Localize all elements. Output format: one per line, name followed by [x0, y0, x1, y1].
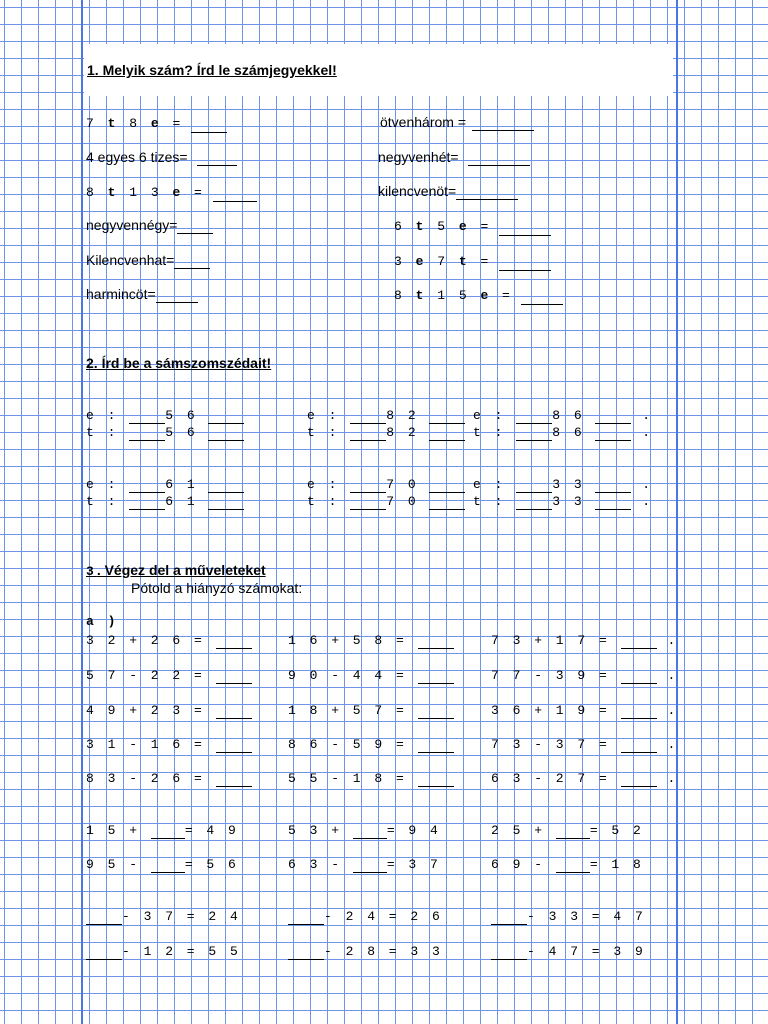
op-0-0: 3 2 + 2 6 =: [86, 633, 252, 649]
s2-r2-b-e: e : 7 0: [307, 477, 465, 493]
s1-left-5-expr: Kilencvenhat=: [86, 252, 175, 268]
mf-0-2: - 3 3 = 4 7: [491, 909, 646, 925]
op-1-2: 7 7 - 3 9 = .: [491, 668, 679, 683]
answer-blank[interactable]: [177, 219, 213, 234]
answer-blank[interactable]: [499, 256, 551, 271]
answer-blank[interactable]: [174, 254, 210, 269]
answer-blank[interactable]: [468, 151, 530, 166]
s1-left-6: [86, 285, 198, 303]
op-3-0: 3 1 - 1 6 =: [86, 737, 252, 753]
s1-left-1-expr: 7 t 8 e =: [86, 116, 184, 131]
answer-blank[interactable]: [197, 151, 237, 166]
mf-0-0: - 3 7 = 2 4: [86, 909, 241, 925]
s1-left-5: [86, 251, 210, 269]
s2-r1-a-t: t : 5 6: [86, 425, 244, 441]
answer-blank[interactable]: [521, 290, 563, 305]
op-1-0: 5 7 - 2 2 =: [86, 668, 252, 684]
section1-title: 1. Melyik szám? Írd le számjegyekkel!: [87, 62, 337, 78]
mm-1-2: 6 9 - = 1 8: [491, 857, 644, 872]
op-4-1: 5 5 - 1 8 =: [288, 771, 454, 787]
s1-left-1: [86, 113, 227, 133]
s1-left-2: [86, 148, 237, 166]
s1-right-3: [378, 182, 518, 200]
s1-right-2-expr: negyvenhét=: [378, 149, 459, 165]
answer-blank[interactable]: [456, 185, 518, 200]
mf-1-1: - 2 8 = 3 3: [288, 944, 443, 960]
section3-part-label: a ): [86, 614, 119, 629]
s2-r1-c-t: t : 8 6 .: [473, 425, 654, 440]
op-4-2: 6 3 - 2 7 = .: [491, 771, 679, 786]
s2-r1-a-e: e : 5 6: [86, 408, 244, 424]
s1-right-3-expr: kilencvenöt=: [378, 183, 457, 199]
section3-subtitle: Pótold a hiányzó számokat:: [131, 580, 303, 596]
op-4-0: 8 3 - 2 6 =: [86, 771, 252, 787]
s1-right-4-expr: 6 t 5 e =: [394, 219, 492, 234]
s1-right-4: [394, 216, 551, 236]
left-margin-line: [81, 0, 83, 1024]
s2-r2-b-t: t : 7 0: [307, 494, 465, 510]
section2-title: 2. Írd be a sámszomszédait!: [86, 355, 272, 371]
section3-title-num: 3: [86, 564, 97, 579]
s2-r2-c-e: e : 3 3 .: [473, 477, 654, 492]
answer-blank[interactable]: [156, 288, 198, 303]
answer-blank[interactable]: [499, 221, 551, 236]
mm-0-1: 5 3 + = 9 4: [288, 823, 441, 838]
s2-r2-c-t: t : 3 3 .: [473, 494, 654, 509]
op-2-0: 4 9 + 2 3 =: [86, 703, 252, 719]
op-2-2: 3 6 + 1 9 = .: [491, 703, 679, 718]
op-3-2: 7 3 - 3 7 = .: [491, 737, 679, 752]
s1-left-3: [86, 182, 257, 202]
mm-1-1: 6 3 - = 3 7: [288, 857, 441, 872]
op-0-1: 1 6 + 5 8 =: [288, 633, 454, 649]
s2-r2-a-t: t : 6 1: [86, 494, 244, 510]
s1-left-3-expr: 8 t 1 3 e =: [86, 185, 205, 200]
answer-blank[interactable]: [213, 187, 257, 202]
op-2-1: 1 8 + 5 7 =: [288, 703, 454, 719]
answer-blank[interactable]: [191, 118, 227, 133]
s1-right-1: [380, 113, 534, 131]
s1-right-6: [394, 285, 563, 305]
s2-r1-c-e: e : 8 6 .: [473, 408, 654, 423]
s1-right-1-expr: ötvenhárom =: [380, 114, 466, 130]
op-0-2: 7 3 + 1 7 = .: [491, 633, 679, 648]
s1-left-4-expr: negyvennégy=: [86, 217, 178, 233]
op-3-1: 8 6 - 5 9 =: [288, 737, 454, 753]
right-margin-line: [676, 0, 678, 1024]
mm-0-2: 2 5 + = 5 2: [491, 823, 644, 838]
section3-title-rest: . Végez del a műveleteket: [96, 562, 266, 578]
mf-1-0: - 1 2 = 5 5: [86, 944, 241, 960]
s2-r1-b-e: e : 8 2: [307, 408, 465, 424]
s1-left-6-expr: harmincöt=: [86, 286, 156, 302]
section3-title: [86, 561, 266, 581]
s1-left-4: [86, 216, 213, 234]
op-1-1: 9 0 - 4 4 =: [288, 668, 454, 684]
s1-right-5-expr: 3 e 7 t =: [394, 254, 492, 269]
s1-right-6-expr: 8 t 1 5 e =: [394, 288, 513, 303]
mm-1-0: 9 5 - = 5 6: [86, 857, 239, 872]
s1-right-5: [394, 251, 551, 271]
mf-0-1: - 2 4 = 2 6: [288, 909, 443, 925]
s2-r2-a-e: e : 6 1: [86, 477, 244, 493]
s1-left-2-expr: 4 egyes 6 tizes=: [86, 149, 188, 165]
s1-right-2: [378, 148, 530, 166]
mf-1-2: - 4 7 = 3 9: [491, 944, 646, 960]
mm-0-0: 1 5 + = 4 9: [86, 823, 239, 838]
answer-blank[interactable]: [472, 116, 534, 131]
s2-r1-b-t: t : 8 2: [307, 425, 465, 441]
